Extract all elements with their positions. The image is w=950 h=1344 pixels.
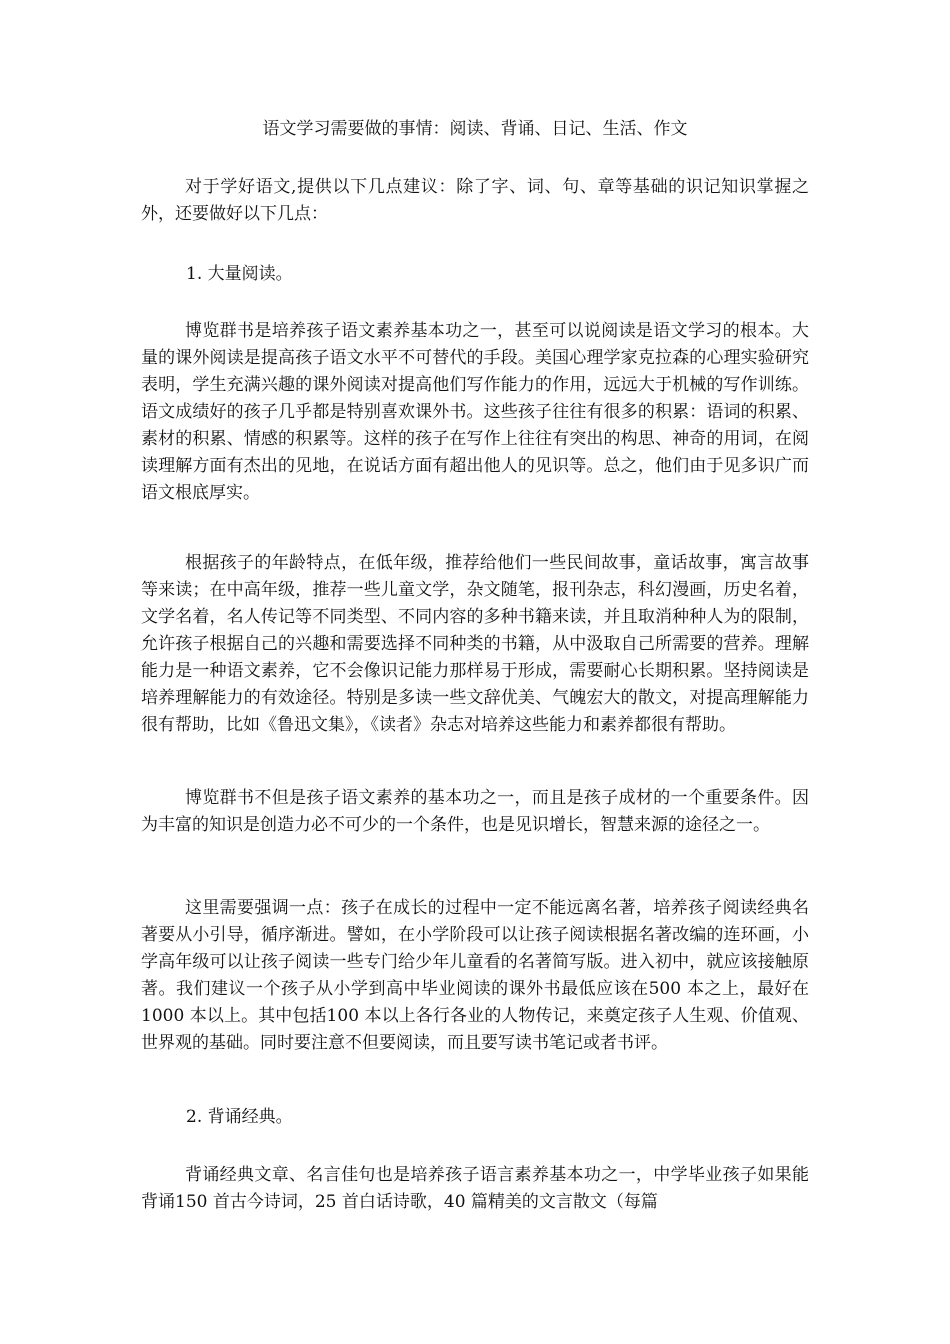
section-1-paragraph-4: 这里需要强调一点：孩子在成长的过程中一定不能远离名著，培养孩子阅读经典名著要从小引导，循序渐进。譬如，在小学阶段可以让孩子阅读根据名著改编的连环画，小学高年级可以让孩子阅读一些专门给少年儿童看的名著简写版。进入初中，就应该接触原著。我们建议一个孩子从小学到高中毕业阅读的课外书最低应该在500 本之上，最好在1000 本以上。其中包括100 本以上各行各业的人物传记，来奠定孩子人生观、价值观、世界观的基础。同时要注意不但要阅读，而且要写读书笔记或者书评。 — [141, 898, 809, 1053]
section-2-paragraph-1: 背诵经典文章、名言佳句也是培养孩子语言素养基本功之一，中学毕业孩子如果能背诵150 首古今诗词，25 首白话诗歌，40 篇精美的文言散文（每篇 — [141, 1165, 809, 1212]
section-1-paragraph-2: 根据孩子的年龄特点，在低年级，推荐给他们一些民间故事，童话故事，寓言故事等来读；在中高年级，推荐一些儿童文学，杂文随笔，报刊杂志，科幻漫画，历史名着，文学名着，名人传记等不同类型、不同内容的多种书籍来读，并且取消种种人为的限制，允许孩子根据自己的兴趣和需要选择不同种类的书籍，从中汲取自己所需要的营养。理解能力是一种语文素养，它不会像识记能力那样易于形成，需要耐心长期积累。坚持阅读是培养理解能力的有效途径。特别是多读一些文辞优美、气魄宏大的散文，对提高理解能力很有帮助，比如《鲁迅文集》，《读者》杂志对培养这些能力和素养都很有帮助。 — [141, 553, 809, 735]
document-title: 语文学习需要做的事情：阅读、背诵、日记、生活、作文 — [262, 119, 688, 139]
section-1-paragraph-1: 博览群书是培养孩子语文素养基本功之一，甚至可以说阅读是语文学习的根本。大量的课外阅读是提高孩子语文水平不可替代的手段。美国心理学家克拉森的心理实验研究表明，学生充满兴趣的课外阅读对提高他们写作能力的作用，远远大于机械的写作训练。语文成绩好的孩子几乎都是特别喜欢课外书。这些孩子往往有很多的积累：语词的积累、素材的积累、情感的积累等。这样的孩子在写作上往往有突出的构思、神奇的用词，在阅读理解方面有杰出的见地，在说话方面有超出他人的见识等。总之，他们由于见多识广而语文根底厚实。 — [141, 321, 809, 503]
section-1-paragraph-3: 博览群书不但是孩子语文素养的基本功之一，而且是孩子成材的一个重要条件。因为丰富的知识是创造力必不可少的一个条件，也是见识增长，智慧来源的途径之一。 — [141, 788, 809, 835]
section-2-heading: 2. 背诵经典。 — [186, 1107, 293, 1127]
intro-paragraph: 对于学好语文,提供以下几点建议：除了字、词、句、章等基础的识记知识掌握之外，还要做好以下几点： — [141, 177, 809, 224]
section-1-heading: 1. 大量阅读。 — [186, 264, 293, 284]
